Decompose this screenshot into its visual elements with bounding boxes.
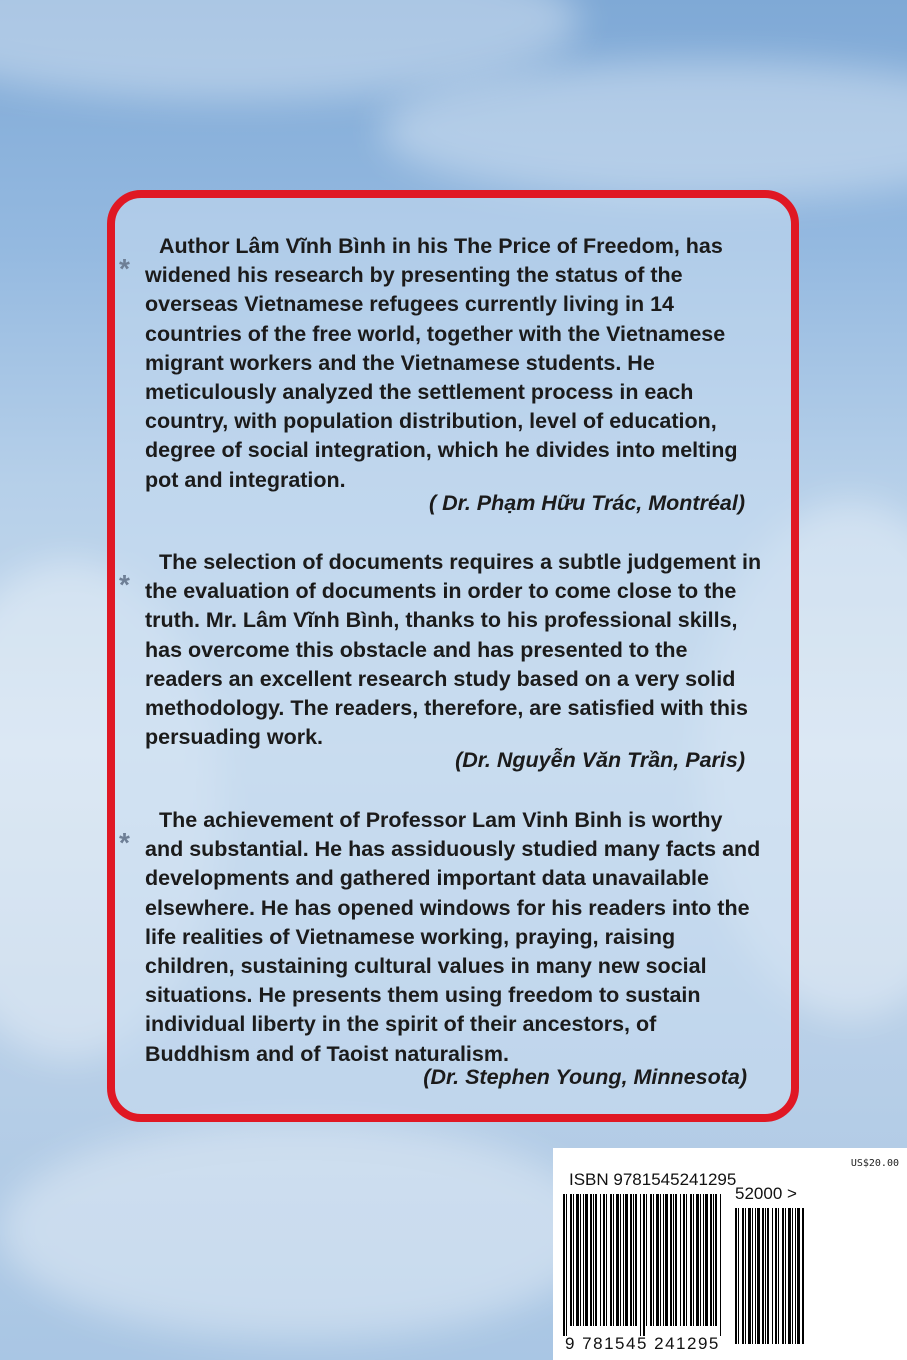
barcode-bar bbox=[630, 1194, 632, 1326]
bullet-icon: * bbox=[119, 253, 130, 284]
barcode-bar bbox=[785, 1208, 786, 1344]
isbn-label: ISBN 9781545241295 bbox=[569, 1170, 737, 1189]
barcode-bar bbox=[566, 1194, 567, 1336]
barcode-bar bbox=[745, 1208, 746, 1344]
barcode-bar bbox=[673, 1194, 674, 1326]
barcode-bar bbox=[705, 1194, 708, 1326]
barcode-bar bbox=[623, 1194, 624, 1326]
addon-barcode-bars bbox=[735, 1208, 805, 1354]
barcode-bar bbox=[606, 1194, 607, 1326]
barcode-bar bbox=[633, 1194, 634, 1326]
review-3-text: The achievement of Professor Lam Vinh Binh is worthy and substantial. He has assiduously studied many facts and developments and gathered important data unavailable elsewhere. He has opened windows for his readers into the life realities of Vietnamese working, praying, raising children, sustaining cultural values in many new social situations. He presents them using freedom to sustain individual liberty in the spirit of their ancestors, of Buddhism and of Taoist naturalism. bbox=[145, 808, 761, 1066]
barcode-bar bbox=[590, 1194, 592, 1326]
bullet-icon: * bbox=[119, 569, 130, 600]
barcode-bar bbox=[762, 1208, 764, 1344]
barcode-bar bbox=[595, 1194, 597, 1326]
review-2-attribution: (Dr. Nguyễn Văn Trần, Paris) bbox=[455, 748, 745, 772]
barcode-bar bbox=[675, 1194, 677, 1326]
barcode-bar bbox=[650, 1194, 652, 1326]
barcode-bar bbox=[735, 1208, 737, 1344]
addon-code: 52000 > bbox=[735, 1184, 797, 1203]
barcode-bar bbox=[635, 1194, 637, 1326]
barcode-bar bbox=[580, 1194, 581, 1326]
barcode-bar bbox=[683, 1194, 685, 1326]
barcode-bar bbox=[703, 1194, 704, 1326]
barcode-bar bbox=[720, 1194, 721, 1336]
barcode-bar bbox=[713, 1194, 714, 1326]
barcode-bar bbox=[772, 1208, 773, 1344]
barcode-bar bbox=[583, 1194, 584, 1326]
barcode-bar bbox=[693, 1194, 694, 1326]
barcode-bar bbox=[696, 1194, 699, 1326]
barcode-bar bbox=[600, 1194, 601, 1326]
barcode-bar bbox=[640, 1194, 641, 1336]
barcode-bar bbox=[767, 1208, 769, 1344]
barcode-bar bbox=[573, 1194, 574, 1326]
barcode-bar bbox=[742, 1208, 744, 1344]
barcode-bar bbox=[775, 1208, 777, 1344]
barcode-bar bbox=[715, 1194, 717, 1326]
barcode-bar bbox=[795, 1208, 796, 1344]
barcode-bar bbox=[700, 1194, 701, 1326]
barcode-bar bbox=[620, 1194, 621, 1326]
barcode-bar bbox=[593, 1194, 594, 1326]
review-1-attribution: ( Dr. Phạm Hữu Trác, Montréal) bbox=[428, 491, 745, 515]
barcode-bar bbox=[680, 1194, 681, 1326]
barcode-bar bbox=[755, 1208, 756, 1344]
price-label: US$20.00 bbox=[850, 1158, 899, 1169]
review-3-attribution: (Dr. Stephen Young, Minnesota) bbox=[423, 1065, 747, 1089]
barcode-bar bbox=[788, 1208, 791, 1344]
barcode-bar bbox=[576, 1194, 579, 1326]
barcode-bar bbox=[613, 1194, 614, 1326]
barcode-bar bbox=[765, 1208, 766, 1344]
barcode-bar bbox=[670, 1194, 672, 1326]
barcode-bar bbox=[653, 1194, 654, 1326]
barcode-bar bbox=[570, 1194, 572, 1326]
barcode-bar bbox=[585, 1194, 588, 1326]
barcode-bar bbox=[643, 1194, 645, 1336]
barcode-bar bbox=[646, 1194, 647, 1326]
barcode-bar bbox=[686, 1194, 687, 1326]
barcode-bar bbox=[663, 1194, 664, 1326]
barcode-bar bbox=[660, 1194, 661, 1326]
barcode-bar bbox=[616, 1194, 619, 1326]
barcode-bar bbox=[665, 1194, 668, 1326]
review-2-text: The selection of documents requires a subtle judgement in the evaluation of documents in order to come close to the truth. Mr. Lâm Vĩnh Bình, thanks to his professional skills, has overcome this obstacle and has presented to the readers an excellent research study based on a very solid methodology. The readers, therefore, are satisfied with this persuading work. bbox=[145, 550, 762, 750]
barcode-bar bbox=[710, 1194, 712, 1326]
bullet-icon: * bbox=[119, 827, 130, 858]
ean-barcode-bars bbox=[563, 1194, 725, 1336]
barcode-bar bbox=[757, 1208, 760, 1344]
barcode-bar bbox=[603, 1194, 605, 1326]
review-1-text: Author Lâm Vĩnh Bình in his The Price of Freedom, has widened his research by presenting the status of the overseas Vietnamese refugees currently living in 14 countries of the free world, together with the Vietnamese migrant workers and the Vietnamese students. He meticulously analyzed the settlement process in each country, with population distribution, level of education, degree of social integration, which he divides into melting pot and integration. bbox=[145, 234, 738, 492]
barcode-bar bbox=[778, 1208, 779, 1344]
barcode-bar bbox=[797, 1208, 800, 1344]
barcode-bar bbox=[656, 1194, 659, 1326]
barcode-bar bbox=[748, 1208, 751, 1344]
barcode-bar bbox=[563, 1194, 565, 1336]
barcode-bar bbox=[792, 1208, 793, 1344]
barcode-bar bbox=[625, 1194, 628, 1326]
ean-digits: 9 781545 241295 bbox=[565, 1334, 720, 1353]
barcode-bar bbox=[752, 1208, 753, 1344]
barcode-bar bbox=[690, 1194, 692, 1326]
barcode-bar bbox=[782, 1208, 784, 1344]
barcode-bar bbox=[610, 1194, 612, 1326]
barcode-block bbox=[553, 1148, 907, 1360]
barcode-bar bbox=[802, 1208, 804, 1344]
barcode-bar bbox=[738, 1208, 739, 1344]
